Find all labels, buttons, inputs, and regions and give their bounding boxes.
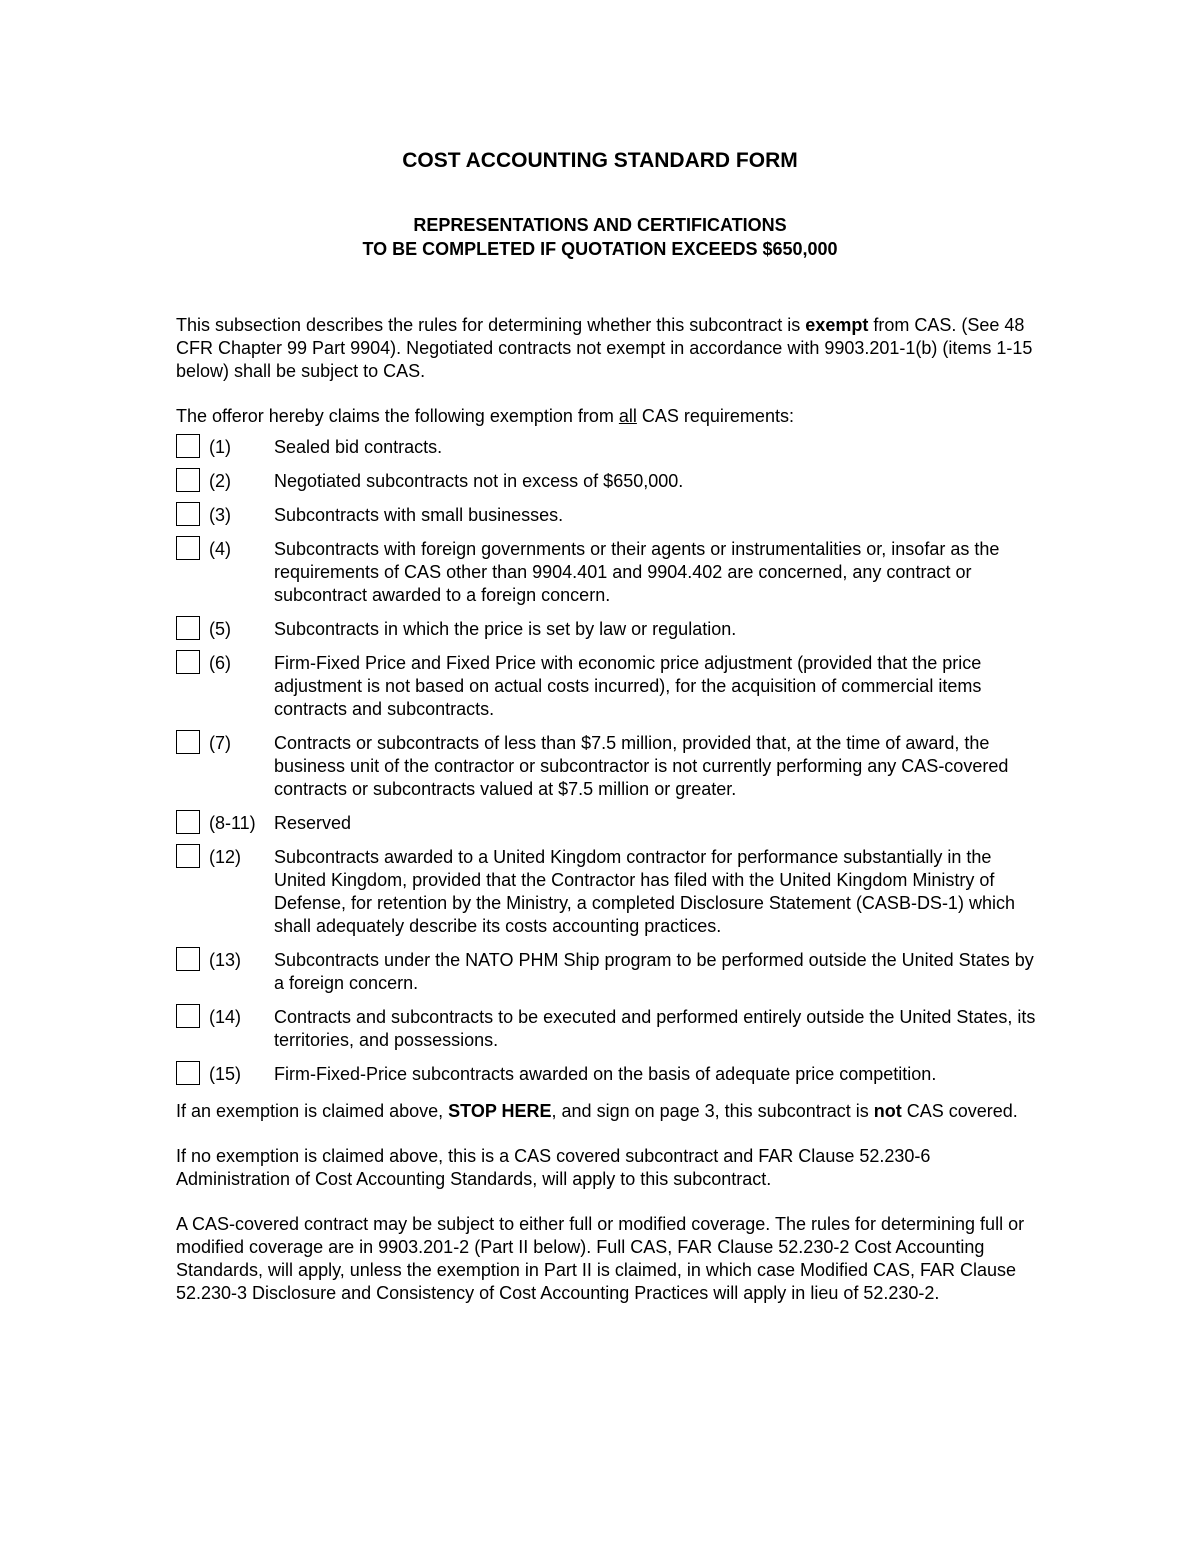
exemption-item [176,1006,1036,1052]
stop-note-text-1: If an exemption is claimed above, [176,1101,449,1121]
exemption-checkbox[interactable] [176,1004,200,1028]
subtitle-line-2: TO BE COMPLETED IF QUOTATION EXCEEDS $650,000 [362,239,838,259]
exemption-number: (15) [209,1064,242,1084]
form-content [176,314,1036,1305]
exemption-text: Firm-Fixed Price and Fixed Price with economic price adjustment (provided that the price adjustment is not based on actual costs incurred), for the acquisition of commercial items contracts and subcontracts. [274,653,982,719]
exemption-item [176,812,1036,835]
exemption-text: Subcontracts awarded to a United Kingdom contractor for performance substantially in the United Kingdom, provided that the Contractor has filed with the United Kingdom Ministry of Defense, for retention by the Ministry, a completed Disclosure Statement (CASB-DS-1) which shall adequately describe its costs accounting practices. [274,847,1015,936]
exemption-number: (4) [209,539,231,559]
stop-note-text-2: , and sign on page 3, this subcontract is [551,1101,874,1121]
exemption-text: Subcontracts with small businesses. [274,505,564,525]
exemption-checkbox[interactable] [176,844,200,868]
exemption-item [176,652,1036,721]
no-exemption-paragraph: If no exemption is claimed above, this is a CAS covered subcontract and FAR Clause 52.230-6 Administration of Cost Accounting Standards, will apply to this subcontract. [176,1146,931,1189]
intro-paragraph [176,314,1036,383]
exemption-number: (12) [209,847,242,867]
exemption-number: (7) [209,733,231,753]
exemption-checkbox[interactable] [176,468,200,492]
exemption-text: Contracts or subcontracts of less than $7.5 million, provided that, at the time of award, the business unit of the contractor or subcontractor is not currently performing any CAS-covered contracts or subcontracts valued at $7.5 million or greater. [274,733,1009,799]
not-bold: not [873,1101,902,1121]
exemption-text: Firm-Fixed-Price subcontracts awarded on the basis of adequate price competition. [274,1064,937,1084]
exemption-item [176,949,1036,995]
exemption-item [176,618,1036,641]
exemption-item [176,538,1036,607]
exemption-checkbox[interactable] [176,434,200,458]
exemption-number: (3) [209,505,231,525]
exemption-item [176,732,1036,801]
exemption-text: Subcontracts with foreign governments or their agents or instrumentalities or, insofar as the requirements of CAS other than 9904.401 and 9904.402 are concerned, any contract or subcontract awarded to a foreign concern. [274,539,1000,605]
page-title: COST ACCOUNTING STANDARD FORM [402,149,798,172]
exemption-item [176,504,1036,527]
exemption-checkbox[interactable] [176,616,200,640]
exemption-item [176,1063,1036,1086]
exemption-text: Subcontracts under the NATO PHM Ship program to be performed outside the United States by a foreign concern. [274,950,1034,993]
exemption-item [176,436,1036,459]
intro-text-1: This subsection describes the rules for determining whether this subcontract is [176,315,806,335]
exemption-number: (8-11) [209,813,256,833]
exemption-number: (13) [209,950,242,970]
exemption-checkbox[interactable] [176,650,200,674]
claim-underline-all: all [618,406,637,426]
exemption-number: (14) [209,1007,242,1027]
exemption-number: (1) [209,437,231,457]
exemption-text: Reserved [274,813,352,833]
exemption-number: (5) [209,619,231,639]
coverage-paragraph: A CAS-covered contract may be subject to either full or modified coverage. The rules for determining full or modified coverage are in 9903.201-2 (Part II below). Full CAS, FAR Clause 52.230-2 Cost Accounting Standards, will apply, unless the exemption in Part II is claimed, in which case Modified CAS, FAR Clause 52.230-3 Disclosure and Consistency of Cost Accounting Practices will apply in lieu of 52.230-2. [176,1214,1025,1303]
claim-text-1: The offeror hereby claims the following exemption from [176,406,619,426]
stop-note-paragraph [176,1100,1036,1123]
exemption-text: Contracts and subcontracts to be executed and performed entirely outside the United States, its territories, and possessions. [274,1007,1036,1050]
stop-here-bold: STOP HERE [448,1101,552,1121]
page-subtitle [0,213,1200,261]
exemption-item [176,470,1036,493]
subtitle-line-1: REPRESENTATIONS AND CERTIFICATIONS [413,215,787,235]
exemption-number: (2) [209,471,231,491]
intro-bold-exempt: exempt [805,315,869,335]
exemption-number: (6) [209,653,231,673]
intro-text-2: from CAS. (See 48 CFR Chapter 99 Part 9904). Negotiated contracts not exempt in accordance with 9903.201-1(b) (items 1-15 below) shall be subject to CAS. [176,315,1033,381]
exemption-text: Negotiated subcontracts not in excess of $650,000. [274,471,684,491]
exemption-checkbox[interactable] [176,810,200,834]
exemption-checkbox[interactable] [176,947,200,971]
exemption-item [176,846,1036,938]
claim-paragraph [176,405,1036,428]
exemption-list [176,436,1036,1086]
exemption-checkbox[interactable] [176,536,200,560]
exemption-checkbox[interactable] [176,502,200,526]
exemption-checkbox[interactable] [176,730,200,754]
claim-text-2: CAS requirements: [636,406,794,426]
exemption-text: Sealed bid contracts. [274,437,443,457]
exemption-text: Subcontracts in which the price is set by law or regulation. [274,619,737,639]
stop-note-text-3: CAS covered. [901,1101,1018,1121]
exemption-checkbox[interactable] [176,1061,200,1085]
